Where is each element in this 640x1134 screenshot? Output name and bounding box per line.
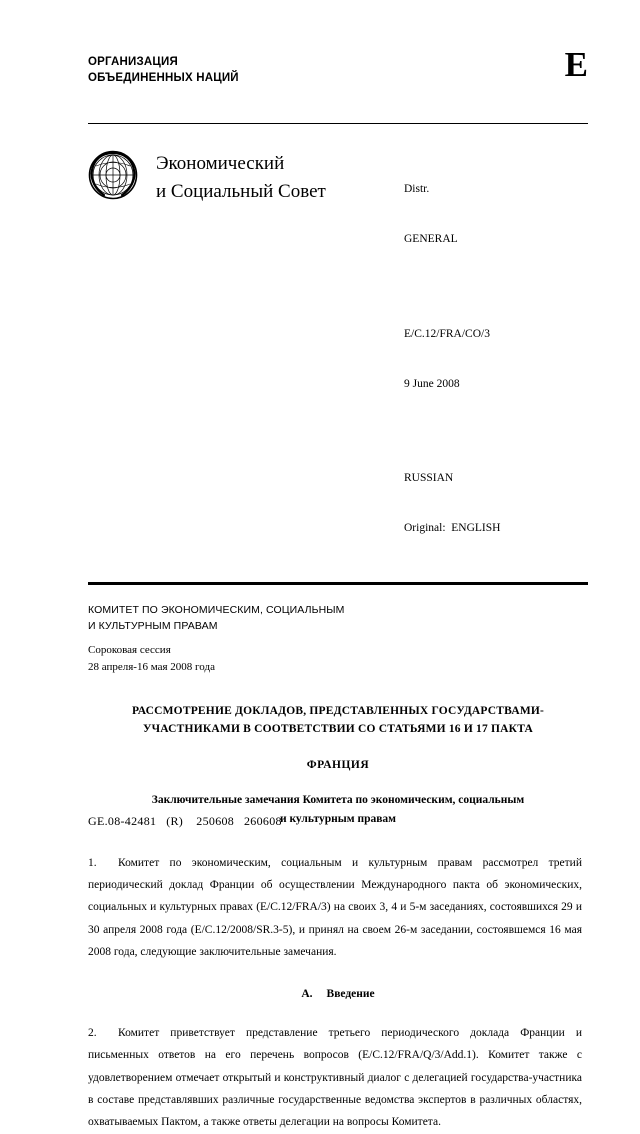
distribution-value: GENERAL — [404, 233, 458, 246]
organization-name-line-2: ОБЪЕДИНЕННЫХ НАЦИЙ — [88, 71, 239, 84]
header-divider — [88, 582, 588, 585]
un-emblem-icon — [88, 150, 138, 200]
paragraph-number: 2. — [88, 1026, 97, 1039]
title-block — [88, 144, 588, 570]
session-info — [88, 642, 588, 676]
body-title-line-2-part-a: и — [156, 180, 171, 202]
body-title-line-2 — [156, 178, 386, 206]
document-footer-code: GE.08-42481 (R) 250608 260608 — [88, 814, 282, 828]
body-title — [156, 144, 386, 205]
paragraph-number: 1. — [88, 856, 97, 869]
symbol-group — [404, 292, 500, 425]
body-title-line-2-part-b: Социальный — [170, 180, 274, 202]
committee-name-line-2: И КУЛЬТУРНЫМ ПРАВАМ — [88, 619, 218, 632]
paragraph-text: Комитет приветствует представление третьего периодического доклада Франции и письменных ответов на его перечень вопросов (E/C.12/FRA/Q/3/Add.1). Комитет также с удовлетворением отмечает открытый и конструктивный диалог с делегацией государства-участника в составе представлявших различные государственные ведомства экспертов в различных областях, охватываемых Пактом, а также ответы делегации на вопросы Комитета. — [88, 1026, 582, 1129]
organization-name-line-1: ОРГАНИЗАЦИЯ — [88, 56, 178, 68]
document-original-language: Original: ENGLISH — [404, 522, 501, 535]
main-heading — [88, 702, 588, 739]
committee-name — [88, 603, 588, 635]
paragraph — [88, 1022, 588, 1134]
committee-name-line-1: КОМИТЕТ ПО ЭКОНОМИЧЕСКИМ, СОЦИАЛЬНЫМ — [88, 604, 345, 617]
section-heading — [88, 988, 588, 1000]
main-heading-line-1: РАССМОТРЕНИЕ ДОКЛАДОВ, ПРЕДСТАВЛЕННЫХ ГОСУДАРСТВАМИ- — [131, 704, 545, 717]
document-subtitle-line-1: Заключительные замечания Комитета по экономическим, социальным — [151, 793, 525, 806]
distribution-group — [404, 148, 500, 281]
document-date: 9 June 2008 — [404, 377, 460, 390]
main-heading-line-2: УЧАСТНИКАМИ В СООТВЕТСТВИИ СО СТАТЬЯМИ 16 И 17 ПАКТА — [142, 723, 534, 736]
masthead-divider — [88, 123, 588, 124]
document-language: RUSSIAN — [404, 472, 454, 485]
document-subtitle-line-2: и культурным правам — [279, 813, 397, 826]
document-series-letter: E — [564, 45, 588, 84]
paragraph-text: Комитет по экономическим, социальным и культурным правам рассмотрел третий периодический доклад Франции об осуществлении Международного пакта об экономических, социальных и культурных правах (E/C.12/FRA/3) на своих 3, 4 и 5-м заседаниях, состоявшихся 29 и 30 апреля 2008 года (E/C.12/2008/SR.3-5), и принял на своем 26-м заседании, состоявшемся 16 мая 2008 года, следующие заключительные замечания. — [88, 856, 582, 959]
section-title: Введение — [326, 987, 375, 1000]
masthead — [88, 45, 588, 107]
section-letter: A. — [301, 987, 313, 1000]
language-group — [404, 437, 500, 570]
body-title-line-2-part-c: Совет — [273, 180, 326, 202]
organization-name — [88, 55, 588, 86]
session-dates: 28 апреля-16 мая 2008 года — [88, 660, 215, 673]
document-symbol: E/C.12/FRA/CO/3 — [404, 327, 490, 340]
country-name: ФРАНЦИЯ — [306, 758, 370, 771]
body-title-line-1: Экономический — [156, 153, 285, 174]
distribution-block — [404, 144, 500, 570]
distribution-label: Distr. — [404, 183, 430, 196]
paragraph — [88, 852, 588, 964]
session-number: Сороковая сессия — [88, 643, 171, 656]
